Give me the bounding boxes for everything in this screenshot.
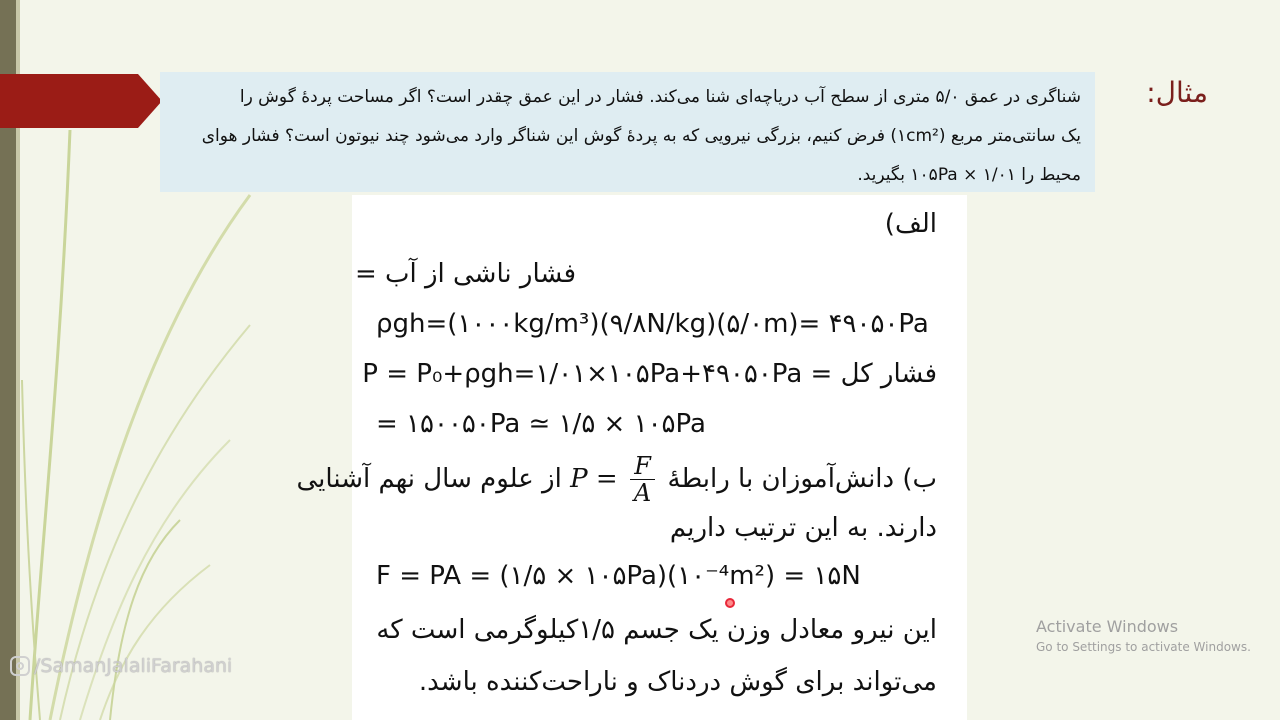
force-equation: F = PA = (۱/۵ × ۱۰۵Pa)(۱۰⁻⁴m²) = ۱۵N [376,561,861,591]
part-b-intro [296,449,937,509]
instagram-icon [10,656,30,676]
problem-line-3: محیط را ۱۰۵Pa × ۱/۰۱ بگیرید. [857,165,1081,185]
activate-windows-title[interactable]: Activate Windows [1036,617,1179,636]
example-heading: مثال: [1146,76,1208,109]
pressure-formula [570,449,659,509]
part-b-line-2: دارند. به این ترتیب داریم [669,513,937,543]
total-pressure-result: = ۱۵۰۰۵۰Pa ≃ ۱/۵ × ۱۰۵Pa [376,409,706,439]
part-a-label: الف) [884,209,937,239]
part-b-end: از علوم سال نهم آشنایی [296,464,562,494]
watermark [10,652,232,680]
problem-line-1: شناگری در عمق ۵/۰ متری از سطح آب دریاچه‌ای شنا می‌کند. فشار در این عمق چقدر است؟ اگر مساحت پردهٔ گوش را [239,87,1081,107]
total-pressure-equation: فشار کل = P = P₀+ρgh=۱/۰۱×۱۰۵Pa+۴۹۰۵۰Pa [362,359,937,389]
water-pressure-label: فشار ناشی از آب = [354,259,576,289]
formula-lhs: P = [570,464,618,494]
rho-gh-equation: ρgh=(۱۰۰۰kg/m³)(۹/۸N/kg)(۵/۰m)= ۴۹۰۵۰Pa [376,309,929,339]
laser-pointer-dot [725,598,735,608]
red-arrow-banner [0,74,162,128]
formula-numerator: F [630,453,655,480]
conclusion-line-1: این نیرو معادل وزن یک جسم ۱/۵کیلوگرمی است که [376,615,937,645]
part-b-start: ب) دانش‌آموزان با رابطهٔ [667,464,937,494]
conclusion-line-2: می‌تواند برای گوش دردناک و ناراحت‌کننده باشد. [418,667,937,697]
formula-denominator: A [633,479,652,507]
problem-statement [160,72,1095,192]
activate-windows-subtitle[interactable]: Go to Settings to activate Windows. [1036,640,1251,654]
solution-panel [296,195,967,720]
watermark-text: /SamanJalaliFarahani [34,655,233,677]
problem-line-2: یک سانتی‌متر مربع (۱cm²) فرض کنیم، بزرگی نیرویی که به پردهٔ گوش این شناگر وارد می‌شود چند نیوتون است؟ فشار هوای [201,126,1081,146]
formula-fraction [630,453,655,506]
